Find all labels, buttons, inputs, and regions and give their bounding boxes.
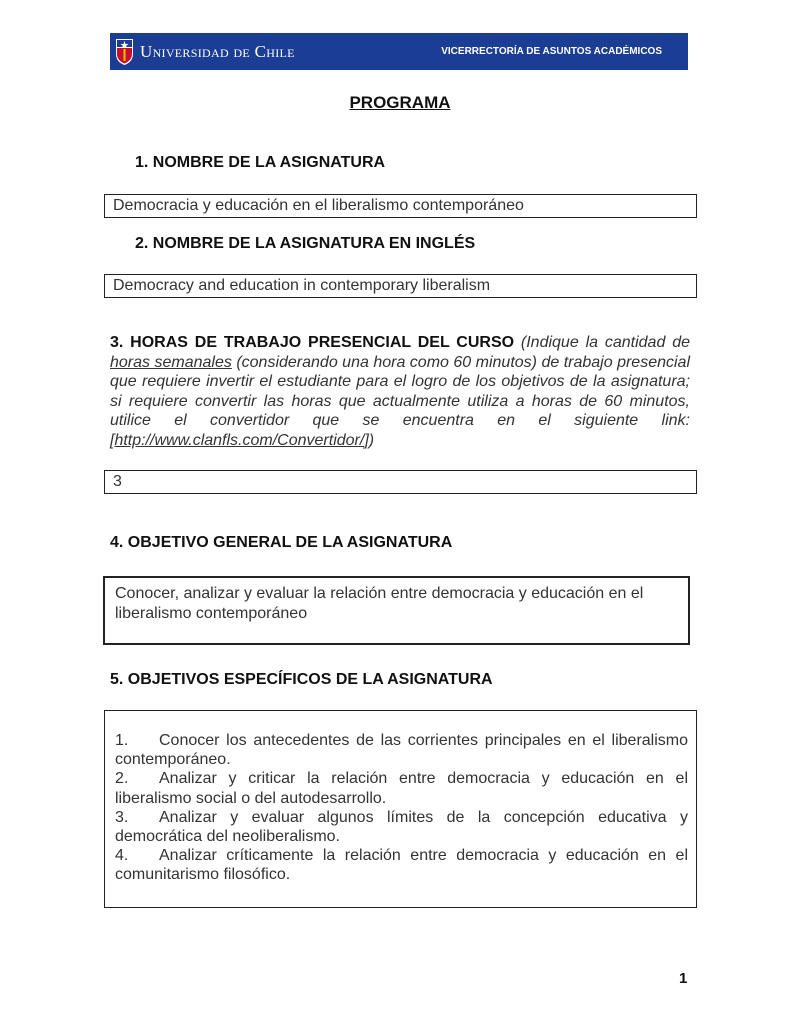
list-item bbox=[115, 846, 688, 884]
list-item-text: Analizar y criticar la relación entre democracia y educación en el liberalismo social o del autodesarrollo. bbox=[115, 770, 688, 807]
hours-note-open: (Indique la cantidad de bbox=[520, 334, 690, 351]
section-5-heading: 5. OBJETIVOS ESPECÍFICOS DE LA ASIGNATURA bbox=[110, 671, 493, 688]
specific-objectives-box bbox=[104, 710, 697, 908]
section-3-paragraph bbox=[110, 333, 690, 450]
converter-link[interactable]: http://www.clanfls.com/Convertidor/ bbox=[114, 431, 365, 449]
specific-objectives-list bbox=[105, 711, 696, 885]
list-item-number: 4. bbox=[115, 847, 129, 865]
course-name-value: Democracia y educación en el liberalismo contemporáneo bbox=[113, 197, 524, 214]
university-name: Universidad de Chile bbox=[140, 42, 295, 61]
page-number: 1 bbox=[679, 970, 688, 987]
hours-note-middle: (considerando una hora como 60 minutos) de trabajo presencial que requiere invertir el estudiante para el logro de los objetivos de la asignatura; si requiere convertir las horas que actualmente utiliza a horas de 60 minutos, utilice el convertidor que se encuentra en el siguiente link: [ bbox=[110, 353, 691, 449]
course-name-english-box bbox=[104, 274, 697, 298]
hours-value: 3 bbox=[113, 473, 122, 490]
list-item-number: 1. bbox=[115, 732, 129, 749]
header-banner bbox=[110, 33, 688, 70]
list-item-number: 3. bbox=[115, 808, 129, 826]
list-item bbox=[115, 769, 688, 807]
list-item-text: Analizar y evaluar algunos límites de la concepción educativa y democrática del neoliberalismo. bbox=[115, 808, 688, 846]
list-item bbox=[115, 808, 688, 846]
office-name: VICERRECTORÍA DE ASUNTOS ACADÉMICOS bbox=[441, 46, 662, 57]
hours-box bbox=[104, 470, 697, 494]
general-objective-value: Conocer, analizar y evaluar la relación entre democracia y educación en el liberalismo contemporáneo bbox=[115, 585, 644, 622]
university-crest-icon bbox=[115, 37, 134, 66]
hours-note-underlined: horas semanales bbox=[110, 353, 232, 371]
section-3-heading: 3. HORAS DE TRABAJO PRESENCIAL DEL CURSO bbox=[110, 334, 515, 351]
hours-note-close: ]) bbox=[364, 431, 375, 449]
section-4-heading: 4. OBJETIVO GENERAL DE LA ASIGNATURA bbox=[110, 534, 453, 551]
document-title: PROGRAMA bbox=[349, 93, 451, 112]
course-name-english-value: Democracy and education in contemporary liberalism bbox=[113, 277, 491, 294]
general-objective-box bbox=[103, 576, 690, 645]
list-item-number: 2. bbox=[115, 770, 129, 788]
course-name-box bbox=[104, 194, 697, 218]
list-item bbox=[115, 731, 688, 769]
list-item-text: Conocer los antecedentes de las corrientes principales en el liberalismo contemporáneo. bbox=[115, 732, 688, 769]
section-1-heading: 1. NOMBRE DE LA ASIGNATURA bbox=[135, 154, 386, 171]
list-item-text: Analizar críticamente la relación entre democracia y educación en el comunitarismo filosófico. bbox=[115, 847, 688, 884]
section-2-heading: 2. NOMBRE DE LA ASIGNATURA EN INGLÉS bbox=[135, 235, 476, 252]
